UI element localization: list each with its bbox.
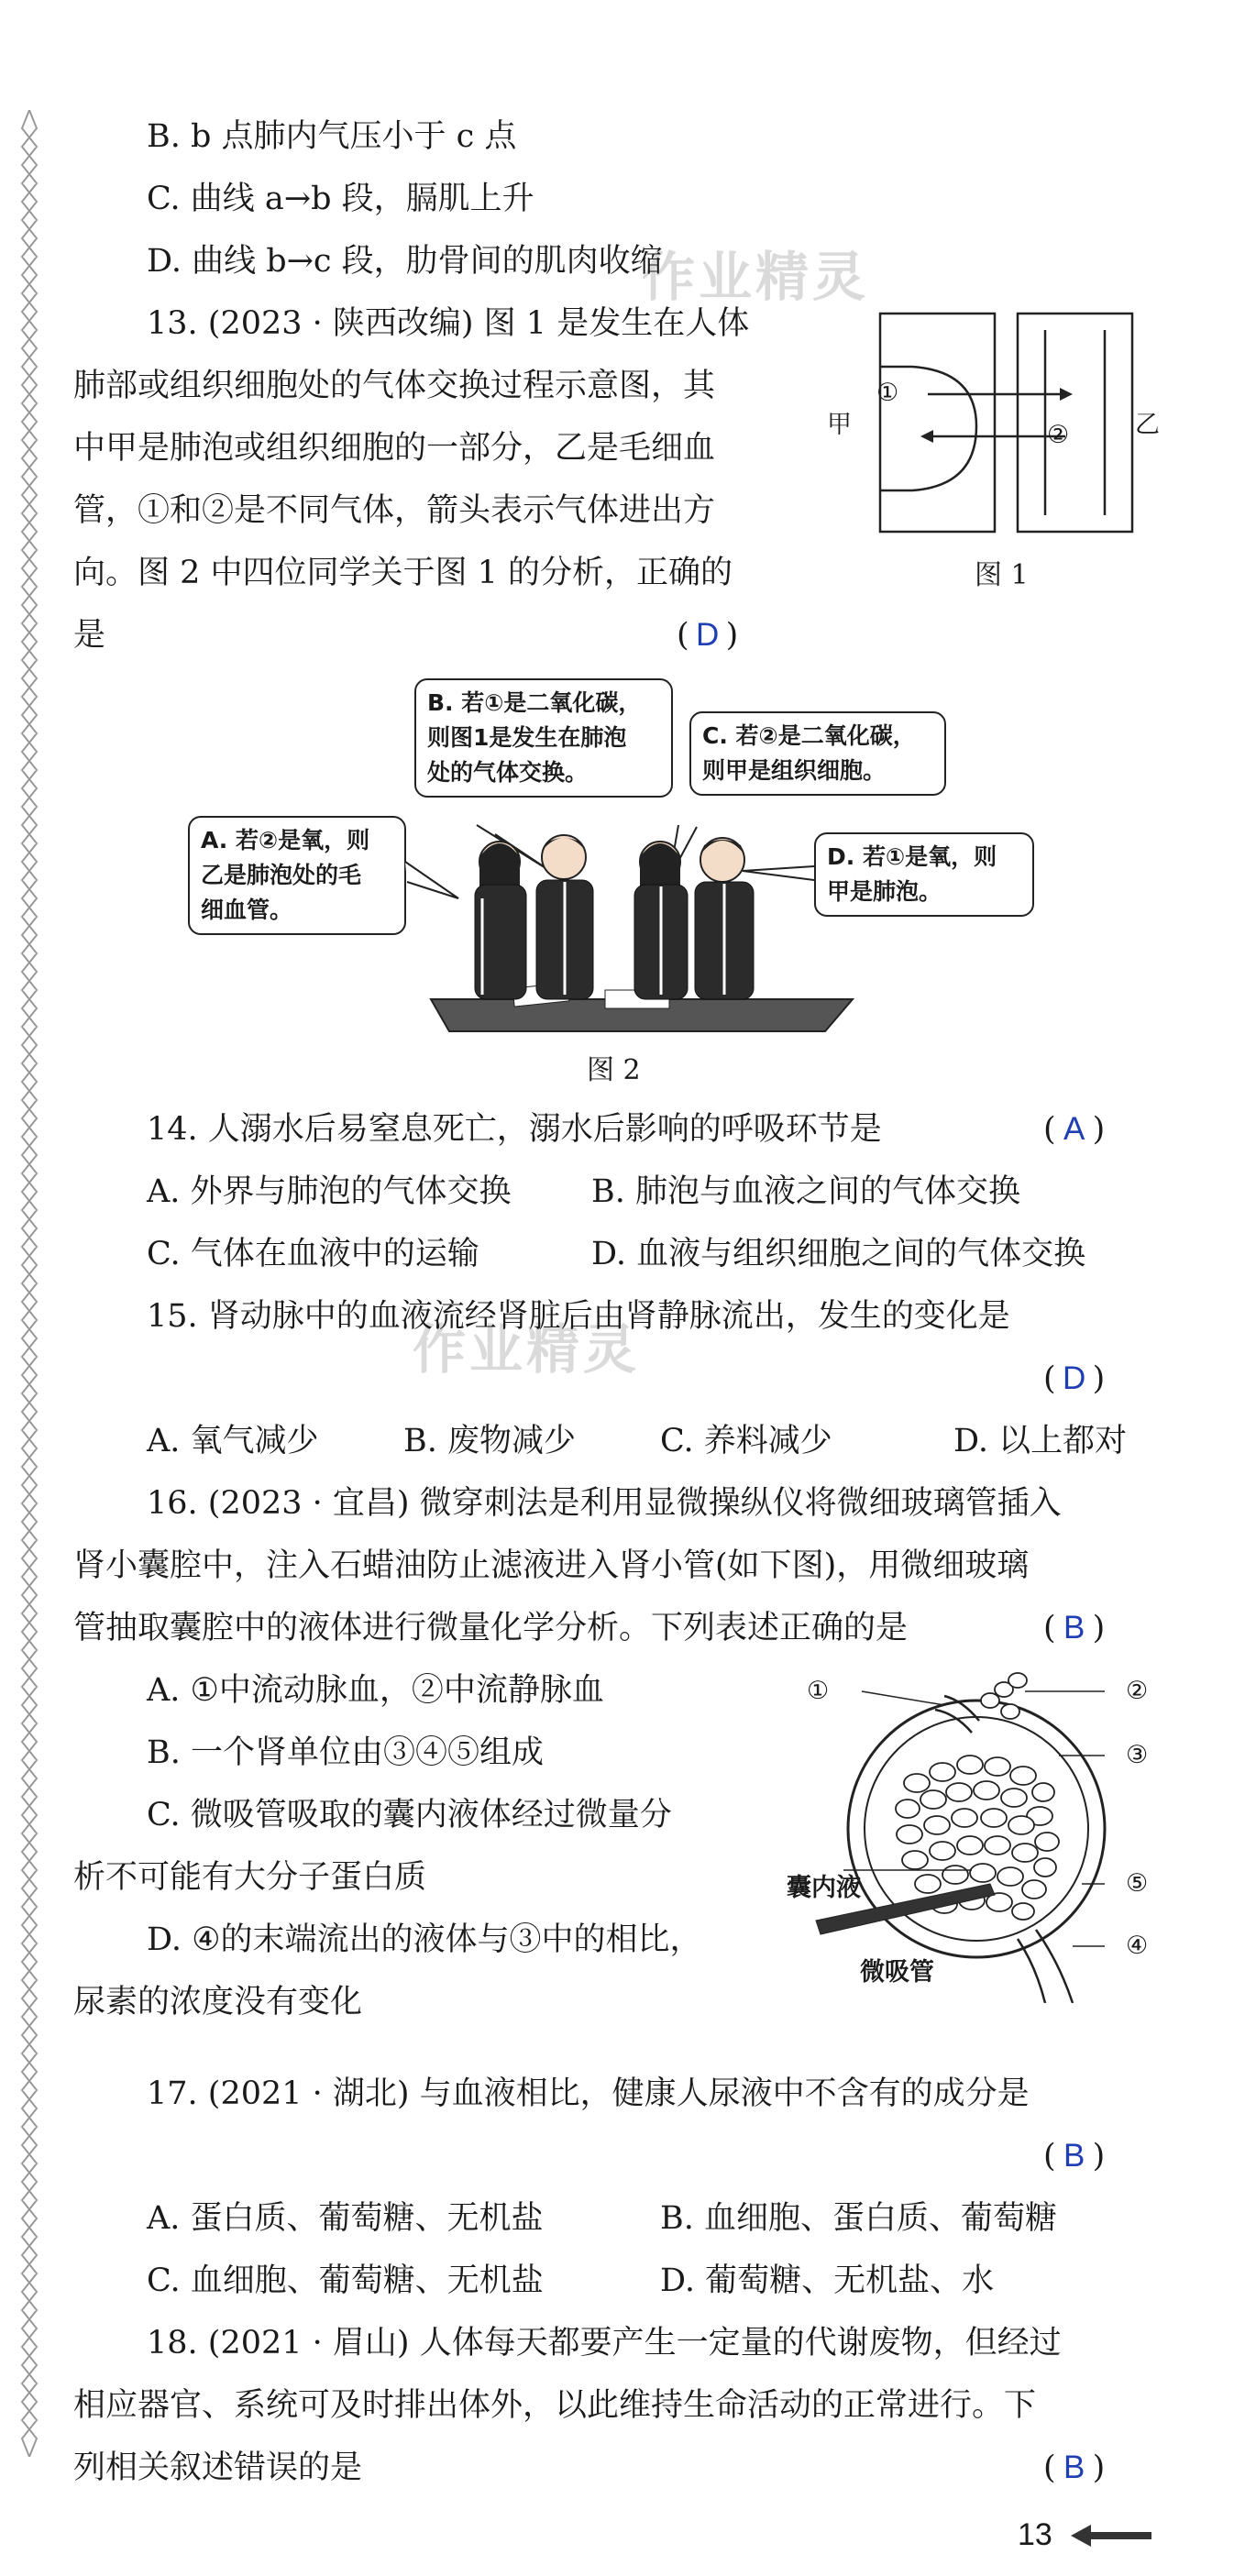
figure-1-gas-1: ①	[876, 379, 899, 407]
q15-answer: ( D )	[1043, 1357, 1105, 1401]
q13-line-2: 肺部或组织细胞处的气体交换过程示意图，其	[73, 368, 716, 404]
q17-answer-letter: B	[1063, 2138, 1085, 2174]
q16-answer-letter: B	[1063, 1610, 1085, 1646]
page-number: 13	[1018, 2517, 1052, 2552]
figure-1-label-yi: 乙	[1135, 411, 1160, 439]
q12-option-d: D. 曲线 b→c 段，肋骨间的肌肉收缩	[147, 243, 663, 280]
bubble-a-line: A. 若②是氧，则	[201, 827, 370, 853]
q15-stem: 15. 肾动脉中的血液流经肾脏后由肾静脉流出，发生的变化是	[147, 1298, 1010, 1335]
nephron-label-capsule-fluid: 囊内液	[787, 1874, 861, 1902]
nephron-label-1: ①	[807, 1677, 830, 1705]
q13-line-1: 13. (2023 · 陕西改编) 图 1 是发生在人体	[147, 305, 750, 342]
watermark: 作业精灵	[413, 1318, 641, 1381]
q14-answer-letter: A	[1063, 1111, 1085, 1147]
q14-option-a: A. 外界与肺泡的气体交换	[147, 1173, 512, 1210]
q14-answer: ( A )	[1043, 1107, 1105, 1151]
q12-option-b: B. b 点肺内气压小于 c 点	[147, 118, 517, 155]
q14-stem: 14. 人溺水后易窒息死亡，溺水后影响的呼吸环节是	[147, 1111, 882, 1148]
q17-answer: ( B )	[1043, 2134, 1105, 2178]
q15-option-b: B. 废物减少	[403, 1423, 576, 1459]
q13-line-3: 中甲是肺泡或组织细胞的一部分，乙是毛细血	[73, 430, 716, 467]
q17-option-b: B. 血细胞、蛋白质、葡萄糖	[660, 2200, 1057, 2237]
bubble-c-line: 则甲是组织细胞。	[702, 757, 887, 784]
q16-line-1: 16. (2023 · 宜昌) 微穿刺法是利用显微操纵仪将微细玻璃管插入	[147, 1485, 1062, 1522]
q15-option-c: C. 养料减少	[660, 1423, 832, 1459]
q16-line-3: 管抽取囊腔中的液体进行微量化学分析。下列表述正确的是	[73, 1610, 909, 1646]
bubble-b-line: 则图1是发生在肺泡	[427, 724, 627, 751]
q16-option-c: C. 微吸管吸取的囊内液体经过微量分	[147, 1797, 672, 1833]
q13-answer-letter: D	[696, 617, 720, 653]
q18-line-3: 列相关叙述错误的是	[73, 2449, 363, 2486]
q17-option-c: C. 血细胞、葡萄糖、无机盐	[147, 2262, 544, 2299]
figure-1-label-jia: 甲	[827, 411, 852, 439]
nephron-label-4: ④	[1126, 1932, 1149, 1960]
figure-1-caption: 图 1	[975, 559, 1029, 591]
binding-zigzag-decoration	[20, 110, 39, 2457]
bubble-b-line: B. 若①是二氧化碳，	[427, 689, 642, 716]
q12-option-c: C. 曲线 a→b 段，膈肌上升	[147, 181, 534, 217]
bubble-d-line: D. 若①是氧，则	[827, 843, 997, 870]
bubble-a-line: 细血管。	[201, 897, 293, 923]
nephron-label-micropipette: 微吸管	[860, 1958, 934, 1987]
q16-option-d: D. ④的末端流出的液体与③中的相比，	[147, 1921, 702, 1958]
figure-1-gas-exchange	[825, 303, 1173, 541]
q17-option-a: A. 蛋白质、葡萄糖、无机盐	[147, 2200, 544, 2237]
q16-option-d-cont: 尿素的浓度没有变化	[73, 1984, 363, 2020]
nephron-label-2: ②	[1126, 1677, 1149, 1705]
bubble-b-line: 处的气体交换。	[427, 759, 589, 786]
figure-2-caption: 图 2	[587, 1054, 641, 1086]
left-arrow-icon	[1071, 2523, 1153, 2548]
bubble-c-line: C. 若②是二氧化碳，	[702, 722, 916, 749]
q16-option-a: A. ①中流动脉血，②中流静脉血	[147, 1672, 604, 1709]
q16-answer: ( B )	[1043, 1606, 1105, 1650]
q18-answer-letter: B	[1063, 2449, 1085, 2485]
q13-line-5: 向。图 2 中四位同学关于图 1 的分析，正确的	[73, 555, 733, 591]
q17-stem: 17. (2021 · 湖北) 与血液相比，健康人尿液中不含有的成分是	[147, 2075, 1030, 2112]
q16-line-2: 肾小囊腔中，注入石蜡油防止滤液进入肾小管(如下图)，用微细玻璃	[73, 1547, 1030, 1584]
watermark: 作业精灵	[642, 246, 870, 308]
nephron-label-3: ③	[1126, 1741, 1149, 1769]
nephron-label-5: ⑤	[1126, 1869, 1149, 1898]
speech-bubble-a	[188, 816, 406, 935]
figure-nephron-micropuncture	[807, 1655, 1155, 2003]
q14-option-b: B. 肺泡与血液之间的气体交换	[591, 1173, 1020, 1210]
bubble-d-line: 甲是肺泡。	[827, 878, 942, 905]
q13-answer: ( D )	[677, 613, 738, 657]
figure-2-students-illustration	[394, 770, 871, 1036]
q13-line-6: 是	[73, 617, 106, 654]
q13-line-4: 管，①和②是不同气体，箭头表示气体进出方	[73, 492, 716, 529]
q17-option-d: D. 葡萄糖、无机盐、水	[660, 2262, 995, 2299]
q18-line-2: 相应器官、系统可及时排出体外，以此维持生命活动的正常进行。下	[73, 2387, 1037, 2424]
q16-option-b: B. 一个肾单位由③④⑤组成	[147, 1734, 544, 1771]
q16-option-c-cont: 析不可能有大分子蛋白质	[73, 1859, 427, 1896]
figure-1-gas-2: ②	[1047, 421, 1070, 449]
q15-answer-letter: D	[1063, 1360, 1086, 1396]
q18-line-1: 18. (2021 · 眉山) 人体每天都要产生一定量的代谢废物，但经过	[147, 2325, 1062, 2361]
q14-option-c: C. 气体在血液中的运输	[147, 1236, 479, 1272]
q15-option-d: D. 以上都对	[953, 1423, 1128, 1459]
q18-answer: ( B )	[1043, 2446, 1105, 2490]
bubble-a-line: 乙是肺泡处的毛	[201, 862, 362, 888]
q14-option-d: D. 血液与组织细胞之间的气体交换	[591, 1236, 1086, 1272]
q15-option-a: A. 氧气减少	[147, 1423, 319, 1459]
